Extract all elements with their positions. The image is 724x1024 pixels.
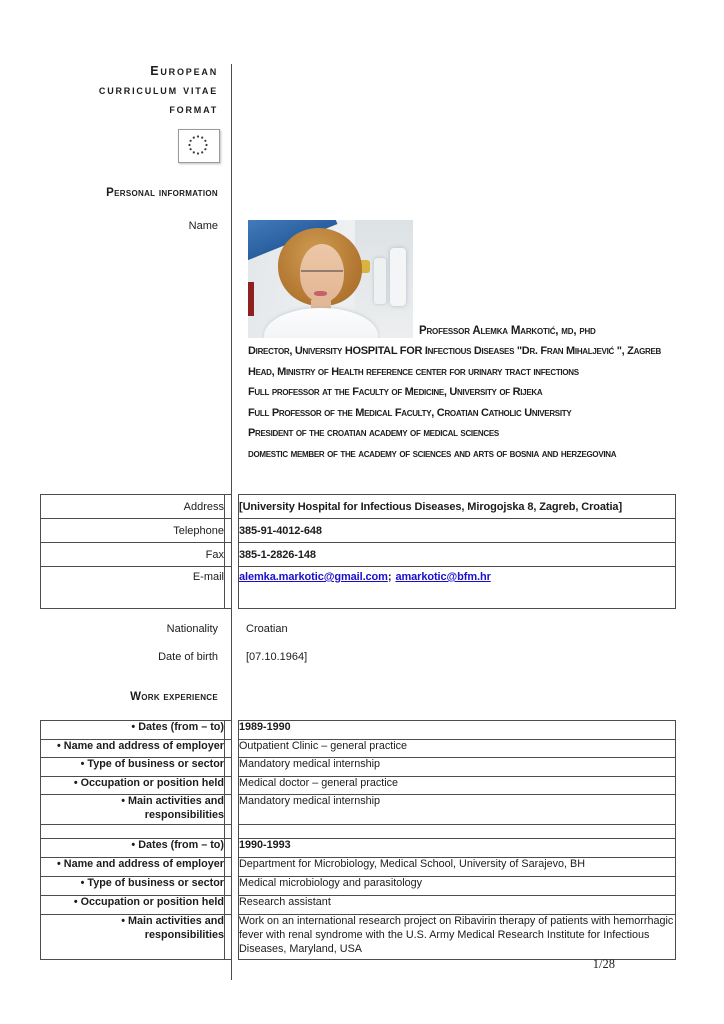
dates-label: • Dates (from – to) bbox=[41, 839, 225, 858]
table-row-employer bbox=[41, 858, 676, 877]
table-row-dates bbox=[41, 721, 676, 740]
email-value bbox=[239, 567, 676, 609]
person-lips bbox=[314, 291, 327, 296]
title-line: Head, Ministry of Health reference center for urinary tract infections bbox=[248, 365, 579, 378]
gap-cell bbox=[232, 825, 239, 839]
table-row-fax bbox=[41, 543, 676, 567]
table-row-employer bbox=[41, 740, 676, 758]
nationality-value: Croatian bbox=[246, 623, 288, 635]
table-row-sector bbox=[41, 877, 676, 896]
title-line: Full professor at the Faculty of Medicine, University of Rijeka bbox=[248, 386, 543, 398]
name-and-titles-block bbox=[248, 220, 674, 464]
spacer-cell bbox=[225, 825, 232, 839]
employer-value: Outpatient Clinic – general practice bbox=[239, 740, 676, 758]
spacer-cell bbox=[225, 758, 232, 777]
table-row-dates bbox=[41, 839, 676, 858]
gap-cell bbox=[232, 519, 239, 543]
work-experience-table-1 bbox=[40, 720, 676, 839]
position-label: • Occupation or position held bbox=[41, 896, 225, 915]
personal-information-heading: Personal information bbox=[106, 187, 218, 199]
telephone-label: Telephone bbox=[41, 519, 225, 543]
gap-cell bbox=[232, 915, 239, 960]
fax-value: 385-1-2826-148 bbox=[239, 543, 676, 567]
person-glasses bbox=[301, 270, 343, 272]
gap-cell bbox=[232, 758, 239, 777]
email-label: E-mail bbox=[41, 567, 225, 609]
spacer-cell bbox=[225, 795, 232, 825]
photo-lab-bottle bbox=[390, 248, 406, 306]
table-row-sector bbox=[41, 758, 676, 777]
spacer-cell bbox=[225, 543, 232, 567]
spacer-cell bbox=[225, 495, 232, 519]
photo-red-edge bbox=[248, 282, 254, 316]
portrait-photo bbox=[248, 220, 413, 338]
activities-label: • Main activities and responsibilities bbox=[41, 915, 225, 960]
empty-cell bbox=[239, 825, 676, 839]
spacer-cell bbox=[225, 839, 232, 858]
title-line: Director, University HOSPITAL FOR Infectious Diseases "Dr. Fran Mihaljević ", Zagreb bbox=[248, 345, 661, 357]
nationality-label: Nationality bbox=[166, 623, 218, 635]
spacer-cell bbox=[225, 896, 232, 915]
sector-label: • Type of business or sector bbox=[41, 877, 225, 896]
header-line-format: format bbox=[169, 102, 218, 116]
table-row-position bbox=[41, 896, 676, 915]
email-link-gmail[interactable]: alemka.markotic@gmail.com bbox=[239, 571, 388, 583]
table-row-empty bbox=[41, 825, 676, 839]
activities-value: Mandatory medical internship bbox=[239, 795, 676, 825]
employer-value: Department for Microbiology, Medical School, University of Sarajevo, BH bbox=[239, 858, 676, 877]
professional-titles bbox=[248, 341, 674, 464]
photo-row bbox=[248, 220, 674, 338]
spacer-cell bbox=[225, 519, 232, 543]
work-experience-heading: Work experience bbox=[130, 691, 218, 703]
page-number: 1/28 bbox=[592, 957, 615, 971]
dates-value: 1990-1993 bbox=[239, 839, 676, 858]
table-row-email bbox=[41, 567, 676, 609]
telephone-value: 385-91-4012-648 bbox=[239, 519, 676, 543]
gap-cell bbox=[232, 795, 239, 825]
date-of-birth-label: Date of birth bbox=[158, 651, 218, 663]
spacer-cell bbox=[225, 567, 232, 609]
gap-cell bbox=[232, 740, 239, 758]
spacer-cell bbox=[225, 915, 232, 960]
gap-cell bbox=[232, 877, 239, 896]
gap-cell bbox=[232, 495, 239, 519]
document-header bbox=[0, 62, 218, 119]
address-label: Address bbox=[41, 495, 225, 519]
dates-value: 1989-1990 bbox=[239, 721, 676, 740]
contact-table bbox=[40, 494, 676, 609]
spacer-cell bbox=[225, 877, 232, 896]
header-line-curriculum-vitae: curriculum vitae bbox=[98, 83, 218, 97]
person-name: Professor Alemka Markotić, md, phd bbox=[419, 325, 596, 337]
eu-flag-icon bbox=[178, 129, 220, 163]
dates-label: • Dates (from – to) bbox=[41, 721, 225, 740]
table-row-activities bbox=[41, 795, 676, 825]
email-link-bfm[interactable]: amarkotic@bfm.hr bbox=[395, 571, 491, 583]
gap-cell bbox=[232, 858, 239, 877]
photo-lab-bottle bbox=[374, 258, 386, 304]
spacer-cell bbox=[225, 858, 232, 877]
table-row-address bbox=[41, 495, 676, 519]
title-line: domestic member of the academy of sciences and arts of bosnia and herzegovina bbox=[248, 447, 617, 460]
sector-value: Medical microbiology and parasitology bbox=[239, 877, 676, 896]
name-label: Name bbox=[188, 220, 218, 232]
title-line: President of the croatian academy of medical sciences bbox=[248, 427, 499, 439]
position-value: Medical doctor – general practice bbox=[239, 777, 676, 795]
sector-label: • Type of business or sector bbox=[41, 758, 225, 777]
position-label: • Occupation or position held bbox=[41, 777, 225, 795]
employer-label: • Name and address of employer bbox=[41, 740, 225, 758]
gap-cell bbox=[232, 777, 239, 795]
gap-cell bbox=[232, 543, 239, 567]
sector-value: Mandatory medical internship bbox=[239, 758, 676, 777]
spacer-cell bbox=[225, 721, 232, 740]
activities-label: • Main activities and responsibilities bbox=[41, 795, 225, 825]
gap-cell bbox=[232, 567, 239, 609]
title-line: Full Professor of the Medical Faculty, Croatian Catholic University bbox=[248, 406, 572, 419]
spacer-cell bbox=[225, 777, 232, 795]
fax-label: Fax bbox=[41, 543, 225, 567]
table-row-activities bbox=[41, 915, 676, 960]
table-row-telephone bbox=[41, 519, 676, 543]
table-row-position bbox=[41, 777, 676, 795]
empty-cell bbox=[41, 825, 225, 839]
header-line-european: European bbox=[150, 64, 218, 78]
date-of-birth-value: [07.10.1964] bbox=[246, 651, 308, 663]
gap-cell bbox=[232, 839, 239, 858]
email-separator: ; bbox=[387, 571, 392, 583]
employer-label: • Name and address of employer bbox=[41, 858, 225, 877]
spacer-cell bbox=[225, 740, 232, 758]
address-value: [University Hospital for Infectious Diseases, Mirogojska 8, Zagreb, Croatia] bbox=[239, 495, 676, 519]
activities-value: Work on an international research project on Ribavirin therapy of patients with hemorrhagic fever with renal syndrome with the U.S. Army Medical Research Institute for Infectious Diseases, Maryland, USA bbox=[239, 915, 676, 960]
position-value: Research assistant bbox=[239, 896, 676, 915]
gap-cell bbox=[232, 896, 239, 915]
gap-cell bbox=[232, 721, 239, 740]
work-experience-table-2 bbox=[40, 838, 676, 960]
